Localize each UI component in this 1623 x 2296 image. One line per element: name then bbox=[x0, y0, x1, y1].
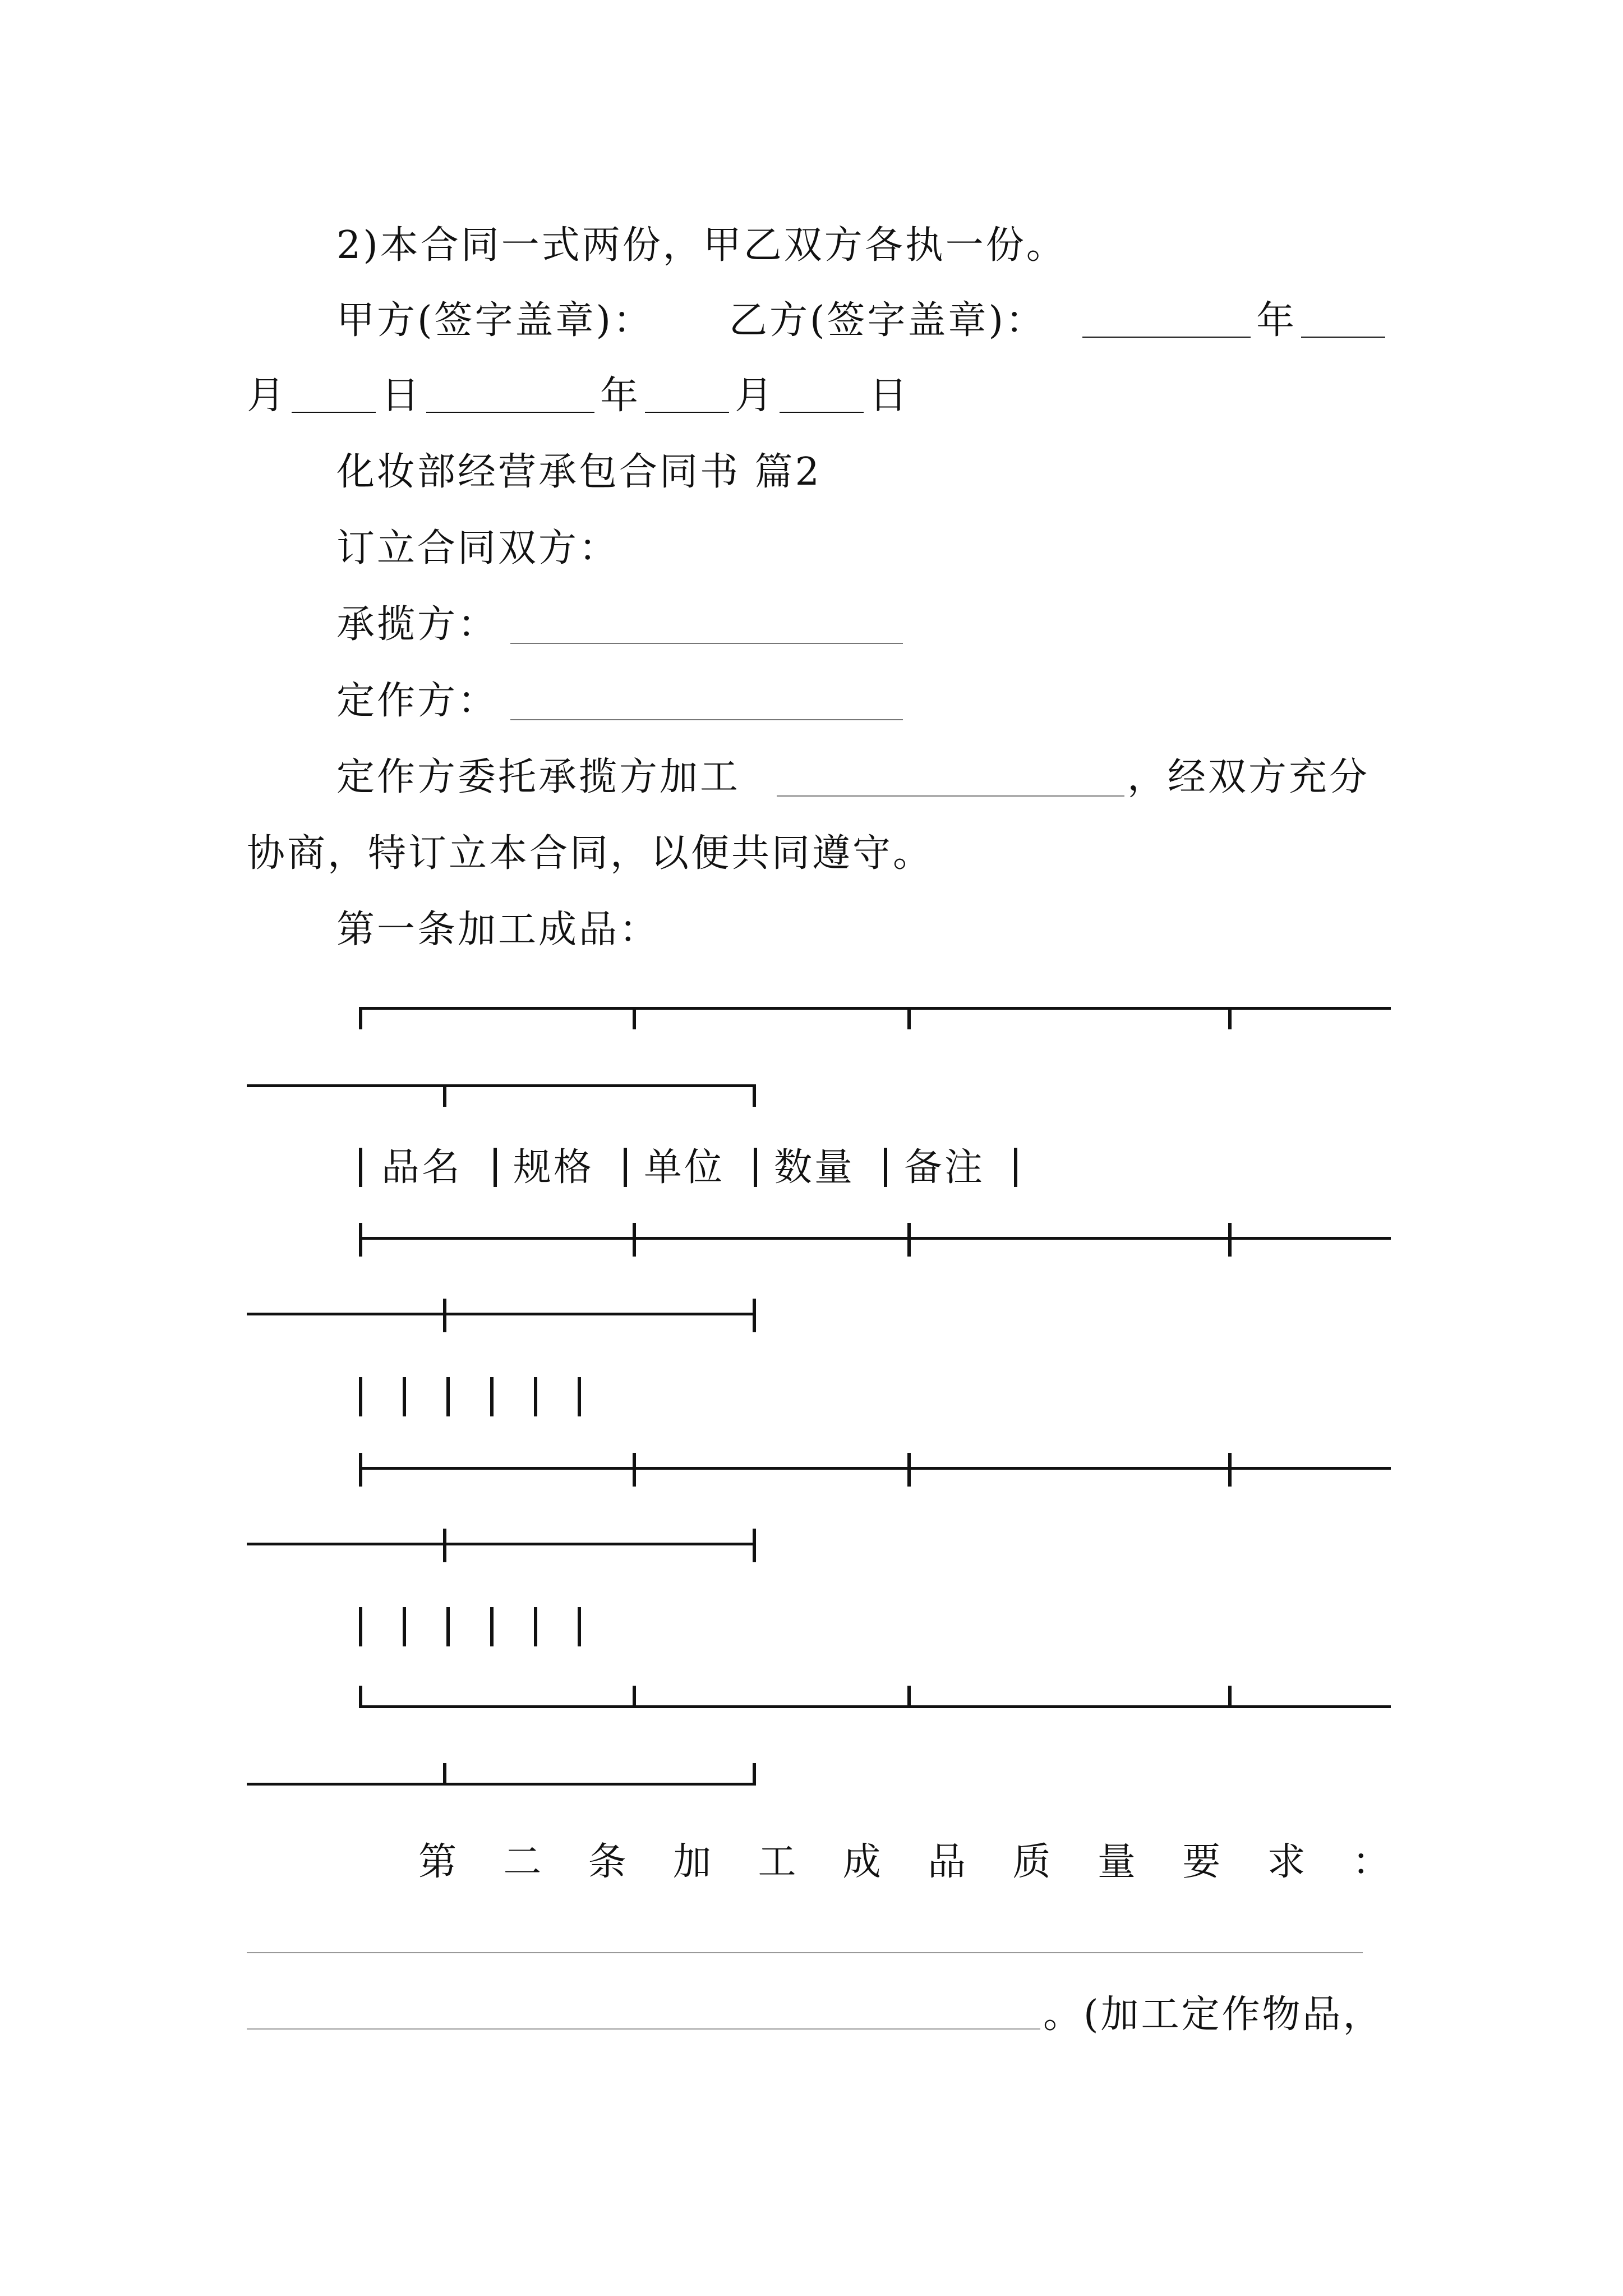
year-label: 年 bbox=[600, 374, 641, 418]
blank-line bbox=[1301, 337, 1385, 338]
article-2-char: 求 bbox=[1267, 1840, 1306, 1884]
table-border bbox=[247, 1783, 754, 1786]
quality-blank bbox=[247, 2028, 1040, 2030]
table-border bbox=[359, 1705, 1391, 1708]
article-2-char: 质 bbox=[1012, 1840, 1051, 1884]
orderer-label: 定作方： bbox=[336, 679, 499, 723]
table-border bbox=[247, 1313, 754, 1315]
contractor-blank bbox=[510, 643, 903, 644]
table-border bbox=[359, 1007, 1391, 1010]
table-border bbox=[359, 1237, 1391, 1240]
table-header-unit: 单位 bbox=[644, 1145, 725, 1190]
blank-line bbox=[1082, 337, 1251, 338]
parties-heading: 订立合同双方： bbox=[336, 526, 620, 570]
article-2-char: ： bbox=[1352, 1840, 1390, 1884]
table-row bbox=[359, 1377, 362, 1416]
article-2-char: 量 bbox=[1097, 1840, 1136, 1884]
clause-copies: 2)本合同一式两份，甲乙双方各执一份。 bbox=[336, 223, 1067, 268]
article-2-char: 要 bbox=[1182, 1840, 1221, 1884]
table-border bbox=[247, 1543, 754, 1545]
article-2-heading bbox=[418, 1840, 1390, 1884]
article-2-char: 加 bbox=[673, 1840, 712, 1884]
table-border bbox=[247, 1084, 754, 1087]
month-label: 月 bbox=[247, 374, 288, 418]
article-2-char: 第 bbox=[418, 1840, 457, 1884]
party-a-signature-label: 甲方(签字盖章)： bbox=[336, 298, 654, 343]
table-header-qty: 数量 bbox=[774, 1145, 855, 1190]
table-header-spec: 规格 bbox=[513, 1145, 594, 1190]
entrust-text-end: ，经双方充分 bbox=[1127, 755, 1370, 799]
article-2-char: 成 bbox=[842, 1840, 881, 1884]
table-row bbox=[359, 1607, 362, 1646]
party-b-signature-label: 乙方(签字盖章)： bbox=[729, 298, 1046, 343]
blank-line bbox=[645, 412, 729, 413]
blank-line bbox=[426, 412, 594, 413]
blank-line bbox=[780, 412, 864, 413]
processing-item-blank bbox=[777, 795, 1124, 797]
day-label: 日 bbox=[869, 374, 910, 418]
article-2-char: 工 bbox=[758, 1840, 796, 1884]
day-label: 日 bbox=[381, 374, 422, 418]
article-2-char: 品 bbox=[928, 1840, 966, 1884]
article-2-tail: 。(加工定作物品， bbox=[1043, 1993, 1384, 2037]
article-2-char: 二 bbox=[503, 1840, 542, 1884]
entrust-text: 定作方委托承揽方加工 bbox=[336, 755, 741, 799]
contractor-label: 承揽方： bbox=[336, 602, 499, 647]
entrust-text-cont: 协商，特订立本合同，以便共同遵守。 bbox=[247, 831, 934, 876]
table-border bbox=[359, 1467, 1391, 1470]
table-header-name: 品名 bbox=[381, 1145, 463, 1190]
blank-line bbox=[292, 412, 376, 413]
section-title: 化妆部经营承包合同书 篇2 bbox=[336, 450, 822, 494]
year-label: 年 bbox=[1256, 298, 1297, 343]
month-label: 月 bbox=[735, 374, 776, 418]
quality-blank bbox=[247, 1952, 1363, 1953]
article-2-char: 条 bbox=[588, 1840, 626, 1884]
table-header-remark: 备注 bbox=[904, 1145, 985, 1190]
orderer-blank bbox=[510, 719, 903, 720]
article-1-heading: 第一条加工成品： bbox=[336, 908, 660, 952]
